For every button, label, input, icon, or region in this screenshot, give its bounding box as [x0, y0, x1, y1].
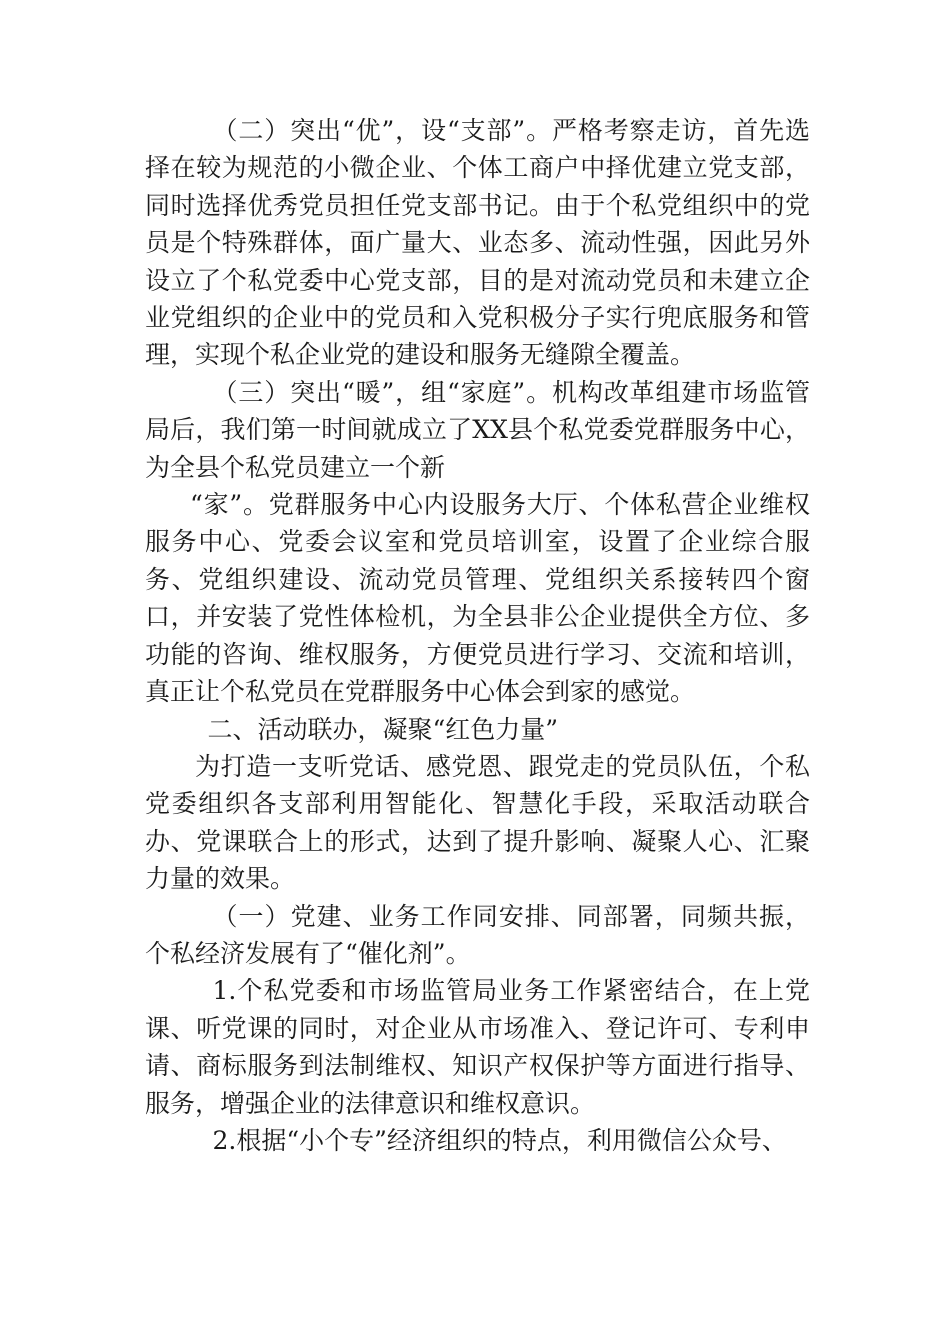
paragraph-item-1: 1.个私党委和市场监管局业务工作紧密结合，在上党课、听党课的同时，对企业从市场准入、登记许可、专利申请、商标服务到法制维权、知识产权保护等方面进行指导、服务，增强企业的法律意识和维权意识。 — [145, 976, 810, 1118]
paragraph-home-continuation: “家”。党群服务中心内设服务大厅、个体私营企业维权服务中心、党委会议室和党员培训室，设置了企业综合服务、党组织建设、流动党员管理、党组织关系接转四个窗口，并安装了党性体检机，为全县非公企业提供全方位、多功能的咨询、维权服务，方便党员进行学习、交流和培训，真正让个私党员在党群服务中心体会到家的感觉。 — [145, 490, 810, 707]
paragraph-subsection-1: （一）党建、业务工作同安排、同部署，同频共振，个私经济发展有了“催化剂”。 — [145, 901, 810, 968]
document-body — [145, 112, 810, 1159]
section-heading-2: 二、活动联办，凝聚“红色力量” — [207, 714, 559, 744]
paragraph-activities-intro: 为打造一支听党话、感党恩、跟党走的党员队伍，个私党委组织各支部利用智能化、智慧化手段，采取活动联合办、党课联合上的形式，达到了提升影响、凝聚人心、汇聚力量的效果。 — [145, 751, 810, 894]
paragraph-section-2-2: （二）突出“优”，设“支部”。严格考察走访，首先选择在较为规范的小微企业、个体工商户中择优建立党支部，同时选择优秀党员担任党支部书记。由于个私党组织中的党员是个特殊群体，面广量大、业态多、流动性强，因此另外设立了个私党委中心党支部，目的是对流动党员和未建立企业党组织的企业中的党员和入党积极分子实行兜底服务和管理，实现个私企业党的建设和服务无缝隙全覆盖。 — [145, 116, 810, 370]
paragraph-item-2: 2.根据“小个专”经济组织的特点，利用微信公众号、 — [212, 1125, 787, 1155]
paragraph-section-2-3: （三）突出“暖”，组“家庭”。机构改革组建市场监管局后，我们第一时间就成立了XX县个私党委党群服务中心，为全县个私党员建立一个新 — [145, 377, 810, 482]
